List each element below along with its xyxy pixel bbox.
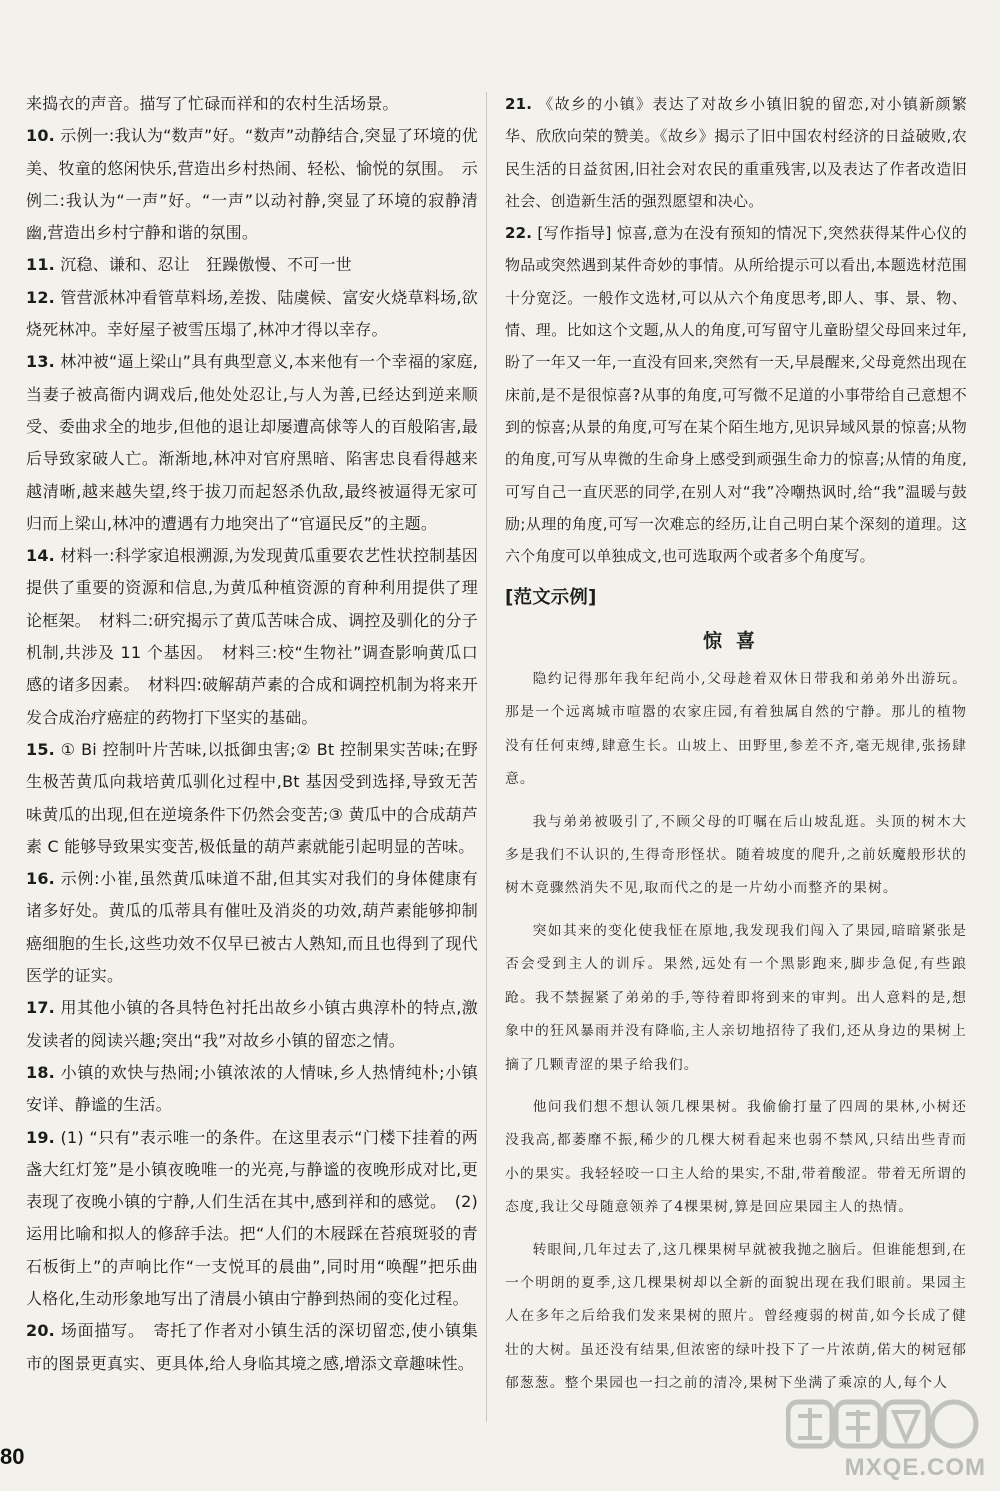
answer-text: [写作指导] 惊喜,意为在没有预知的情况下,突然获得某件心仪的物品或突然遇到某件奇妙的事情。从所给提示可以看出,本题选材范围十分宽泛。一般作文选材,可以从六个角度思考,即人、事、景、物、情、理。比如这个文题,从人的角度,可写留守儿童盼望父母回来过年,盼了一年又一年,一直没有回来,突然有一天,早晨醒来,父母竟然出现在床前,是不是很惊喜?从事的角度,可写微不足道的小事带给自己意想不到的惊喜;从景的角度,可写在某个陌生地方,见识异域风景的惊喜;从物的角度,可写从卑微的生命身上感受到顽强生命力的惊喜;从情的角度,可写自己一直厌恶的同学,在别人对“我”冷嘲热讽时,给“我”温暖与鼓励;从理的角度,可写一次难忘的经历,让自己明白某个深刻的道理。这六个角度可以单独成文,也可选取两个或者多个角度写。 (505, 224, 968, 566)
answer-number: 16. (26, 869, 55, 889)
answer-number: 21. (505, 95, 533, 113)
answer-item (26, 346, 478, 540)
essay-body (505, 663, 967, 1401)
essay-paragraph: 他问我们想不想认领几棵果树。我偷偷打量了四周的果林,小树还没我高,都萎靡不振,稀少的几棵大树看起来也弱不禁风,只结出些青而小的果实。我轻轻咬一口主人给的果实,不甜,带着酸涩。带着无所谓的态度,我让父母随意领养了4棵果树,算是回应果园主人的热情。 (505, 1098, 967, 1216)
answer-item (26, 249, 478, 281)
answer-text: 管营派林冲看管草料场,差拨、陆虞候、富安火烧草料场,欲烧死林冲。幸好屋子被雪压塌了,林冲才得以幸存。 (26, 287, 478, 340)
answer-item (26, 734, 478, 863)
answer-item (505, 88, 967, 217)
answer-number: 22. (505, 224, 533, 243)
section-tag: [范文示例] (505, 587, 597, 609)
answer-text: 来捣衣的声音。描写了忙碌而祥和的农村生活场景。 (26, 94, 399, 113)
answer-text: 沉稳、谦和、忍让 狂躁傲慢、不可一世 (60, 255, 352, 275)
right-answers (505, 88, 967, 572)
column-divider (486, 92, 487, 1422)
answer-number: 14. (26, 546, 55, 566)
answer-text: ① Bi 控制叶片苦味,以抵御虫害;② Bt 控制果实苦味;在野生极苦黄瓜向栽培黄瓜驯化过程中,Bt 基因受到选择,导致无苦味黄瓜的出现,但在逆境条件下仍然会变苦;③ 黄瓜中的合成葫芦素 C 能够导致果实变苦,极低量的葫芦素就能引起明显的苦味。 (26, 739, 478, 856)
answer-text: (1) “只有”表示唯一的条件。在这里表示“门楼下挂着的两盏大红灯笼”是小镇夜晚唯一的光亮,与静谧的夜晚形成对比,更表现了夜晚小镇的宁静,人们生活在其中,感到祥和的感觉。 (2) 运用比喻和拟人的修辞手法。把“人们的木屐踩在苔痕斑驳的青石板街上”的声响比作“一支悦耳的晨曲”,同时用“唤醒”把乐曲人格化,生动形象地写出了清晨小镇由宁静到热闹的变化过程。 (26, 1127, 478, 1308)
answer-item (26, 540, 478, 734)
answer-text: 小镇的欢快与热闹;小镇浓浓的人情味,乡人热情纯朴;小镇安详、静谧的生活。 (26, 1062, 478, 1115)
left-column (26, 88, 478, 1380)
answer-number: 19. (26, 1127, 55, 1147)
watermark-logo-icon (786, 1398, 980, 1454)
answer-text: 示例:小崔,虽然黄瓜味道不甜,但其实对我们的身体健康有诸多好处。黄瓜的瓜蒂具有催吐及消炎的功效,葫芦素能够抑制癌细胞的生长,这些功效不仅早已被古人熟知,而且也得到了现代医学的证实。 (26, 869, 478, 986)
page-number: 80 (0, 1444, 25, 1469)
answer-number: 11. (26, 255, 55, 275)
answer-item (26, 1122, 478, 1316)
watermark (786, 1398, 986, 1484)
answer-number: 18. (26, 1062, 55, 1082)
essay-title: 惊喜 (702, 629, 769, 652)
answer-text: 场面描写。 寄托了作者对小镇生活的深切留恋,使小镇集市的图景更真实、更具体,给人身临其境之感,增添文章趣味性。 (26, 1321, 478, 1373)
answer-number: 17. (26, 998, 55, 1018)
answer-text: 材料一:科学家追根溯源,为发现黄瓜重要农艺性状控制基因提供了重要的资源和信息,为黄瓜种植资源的育种利用提供了理论框架。 材料二:研究揭示了黄瓜苦味合成、调控及驯化的分子机制,共涉及 11 个基因。 材料三:校“生物社”调查影响黄瓜口感的诸多因素。 材料四:破解葫芦素的合成和调控机制为将来开发合成治疗癌症的药物打下坚实的基础。 (26, 546, 478, 727)
answer-item (26, 282, 478, 347)
answer-text: 《故乡的小镇》表达了对故乡小镇旧貌的留恋,对小镇新颜繁华、欣欣向荣的赞美。《故乡》揭示了旧中国农村经济的日益破败,农民生活的日益贫困,旧社会对农民的重重残害,以及表达了作者改造旧社会、创造新生活的强烈愿望和决心。 (505, 95, 968, 210)
essay-paragraph: 突如其来的变化使我怔在原地,我发现我们闯入了果园,暗暗紧张是否会受到主人的训斥。果然,远处有一个黑影跑来,脚步急促,有些踉跄。我不禁握紧了弟弟的手,等待着即将到来的审判。出人意料的是,想象中的狂风暴雨并没有降临,主人亲切地招待了我们,还从身边的果树上摘了几颗青涩的果子给我们。 (505, 922, 967, 1073)
answer-number: 13. (26, 352, 55, 372)
watermark-url: MXQE.COM (844, 1454, 986, 1481)
answer-number: 10. (26, 126, 55, 146)
answer-text: 示例一:我认为“数声”好。“数声”动静结合,突显了环境的优美、牧童的悠闲快乐,营造出乡村热闹、轻松、愉悦的氛围。 示例二:我认为“一声”好。“一声”以动衬静,突显了环境的寂静清幽,营造出乡村宁静和谐的氛围。 (26, 126, 478, 243)
answer-text: 用其他小镇的各具特色衬托出故乡小镇古典淳朴的特点,激发读者的阅读兴趣;突出“我”对故乡小镇的留恋之情。 (26, 998, 478, 1050)
answer-item (26, 863, 478, 992)
answer-item (26, 1057, 478, 1122)
answer-number: 15. (26, 739, 55, 759)
answer-item (26, 88, 478, 120)
answer-item (26, 1315, 478, 1380)
answer-item (26, 992, 478, 1057)
answer-item (26, 120, 478, 249)
answer-text: 林冲被“逼上梁山”具有典型意义,本来他有一个幸福的家庭,当妻子被高衙内调戏后,他处处忍让,与人为善,已经达到逆来顺受、委曲求全的地步,但他的退让却屡遭高俅等人的百般陷害,最后导致家破人亡。渐渐地,林冲对官府黑暗、陷害忠良看得越来越清晰,越来越失望,终于拔刀而起怒杀仇敌,最终被逼得无家可归而上梁山,林冲的遭遇有力地突出了“官逼民反”的主题。 (26, 352, 478, 533)
answer-item (505, 217, 967, 572)
answer-number: 20. (26, 1321, 55, 1341)
essay-paragraph: 转眼间,几年过去了,这几棵果树早就被我抛之脑后。但谁能想到,在一个明朗的夏季,这几棵果树却以全新的面貌出现在我们眼前。果园主人在多年之后给我们发来果树的照片。曾经瘦弱的树苗,如今长成了健壮的大树。虽还没有结果,但浓密的绿叶投下了一片浓荫,偌大的树冠郁郁葱葱。整个果园也一扫之前的清冷,果树下坐满了乘凉的人,每个人 (505, 1241, 967, 1392)
essay-paragraph: 我与弟弟被吸引了,不顾父母的叮嘱在后山坡乱逛。头顶的树木大多是我们不认识的,生得奇形怪状。随着坡度的爬升,之前妖魔般形状的树木竟骤然消失不见,取而代之的是一片幼小而整齐的果树。 (505, 813, 967, 897)
essay-paragraph: 隐约记得那年我年纪尚小,父母趁着双休日带我和弟弟外出游玩。那是一个远离城市喧嚣的农家庄园,有着独属自然的宁静。那儿的植物没有任何束缚,肆意生长。山坡上、田野里,参差不齐,毫无规律,张扬肆意。 (505, 671, 967, 788)
answer-number: 12. (26, 287, 55, 307)
right-column (505, 88, 967, 1410)
